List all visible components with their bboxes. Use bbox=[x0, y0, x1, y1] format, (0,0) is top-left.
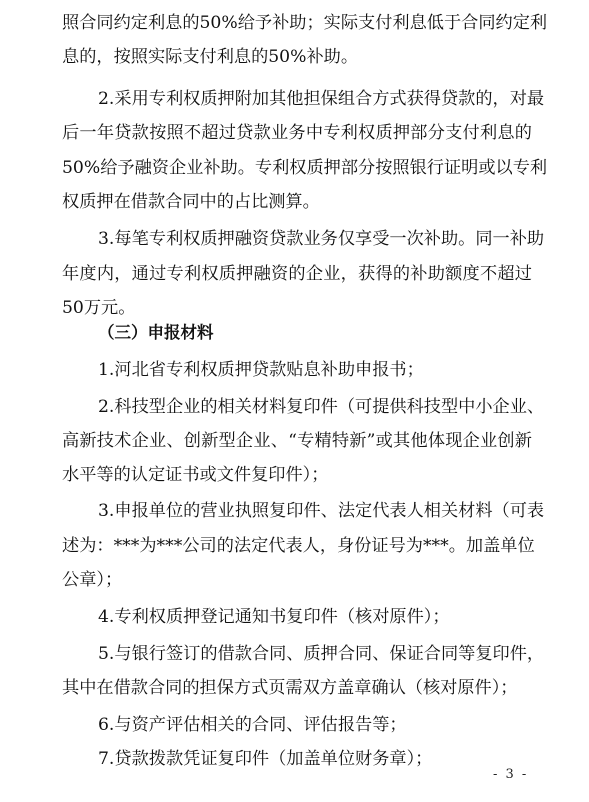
text-line: 2.采用专利权质押附加其他担保组合方式获得贷款的，对最 bbox=[98, 89, 545, 109]
text-line: 照合同约定利息的50%给予补助；实际支付利息低于合同约定利 bbox=[62, 13, 548, 33]
text-line: 水平等的认定证书或文件复印件）； bbox=[62, 465, 329, 485]
text-line: 50万元。 bbox=[62, 298, 136, 318]
list-item: 7.贷款拨款凭证复印件（加盖单位财务章）； bbox=[98, 749, 433, 769]
list-item: 5.与银行签订的借款合同、质押合同、保证合同等复印件， bbox=[98, 644, 545, 664]
text-line: 述为：***为***公司的法定代表人，身份证号为***。加盖单位 bbox=[62, 536, 535, 556]
list-item: 6.与资产评估相关的合同、评估报告等； bbox=[98, 715, 407, 735]
text-line: 3.每笔专利权质押融资贷款业务仅享受一次补助。同一补助 bbox=[98, 229, 545, 249]
list-item: 3.申报单位的营业执照复印件、法定代表人相关材料（可表 bbox=[98, 501, 545, 521]
text-line: 后一年贷款按照不超过贷款业务中专利权质押部分支付利息的 bbox=[62, 123, 532, 143]
text-line: 息的，按照实际支付利息的50%补助。 bbox=[62, 47, 359, 67]
page-number: - 3 - bbox=[493, 767, 529, 782]
list-item: 1.河北省专利权质押贷款贴息补助申报书； bbox=[98, 360, 424, 380]
list-item: 4.专利权质押登记通知书复印件（核对原件）； bbox=[98, 607, 450, 627]
text-line: 公章）； bbox=[62, 570, 123, 590]
text-line: 年度内，通过专利权质押融资的企业，获得的补助额度不超过 bbox=[62, 264, 532, 284]
list-item: 2.科技型企业的相关材料复印件（可提供科技型中小企业、 bbox=[98, 397, 545, 417]
section-heading: （三）申报材料 bbox=[98, 323, 214, 342]
text-line: 50%给予融资企业补助。专利权质押部分按照银行证明或以专利 bbox=[62, 158, 548, 178]
text-line: 高新技术企业、创新型企业、“专精特新”或其他体现企业创新 bbox=[62, 431, 532, 451]
text-line: 其中在借款合同的担保方式页需双方盖章确认（核对原件）； bbox=[62, 678, 518, 698]
text-line: 权质押在借款合同中的占比测算。 bbox=[62, 192, 320, 212]
